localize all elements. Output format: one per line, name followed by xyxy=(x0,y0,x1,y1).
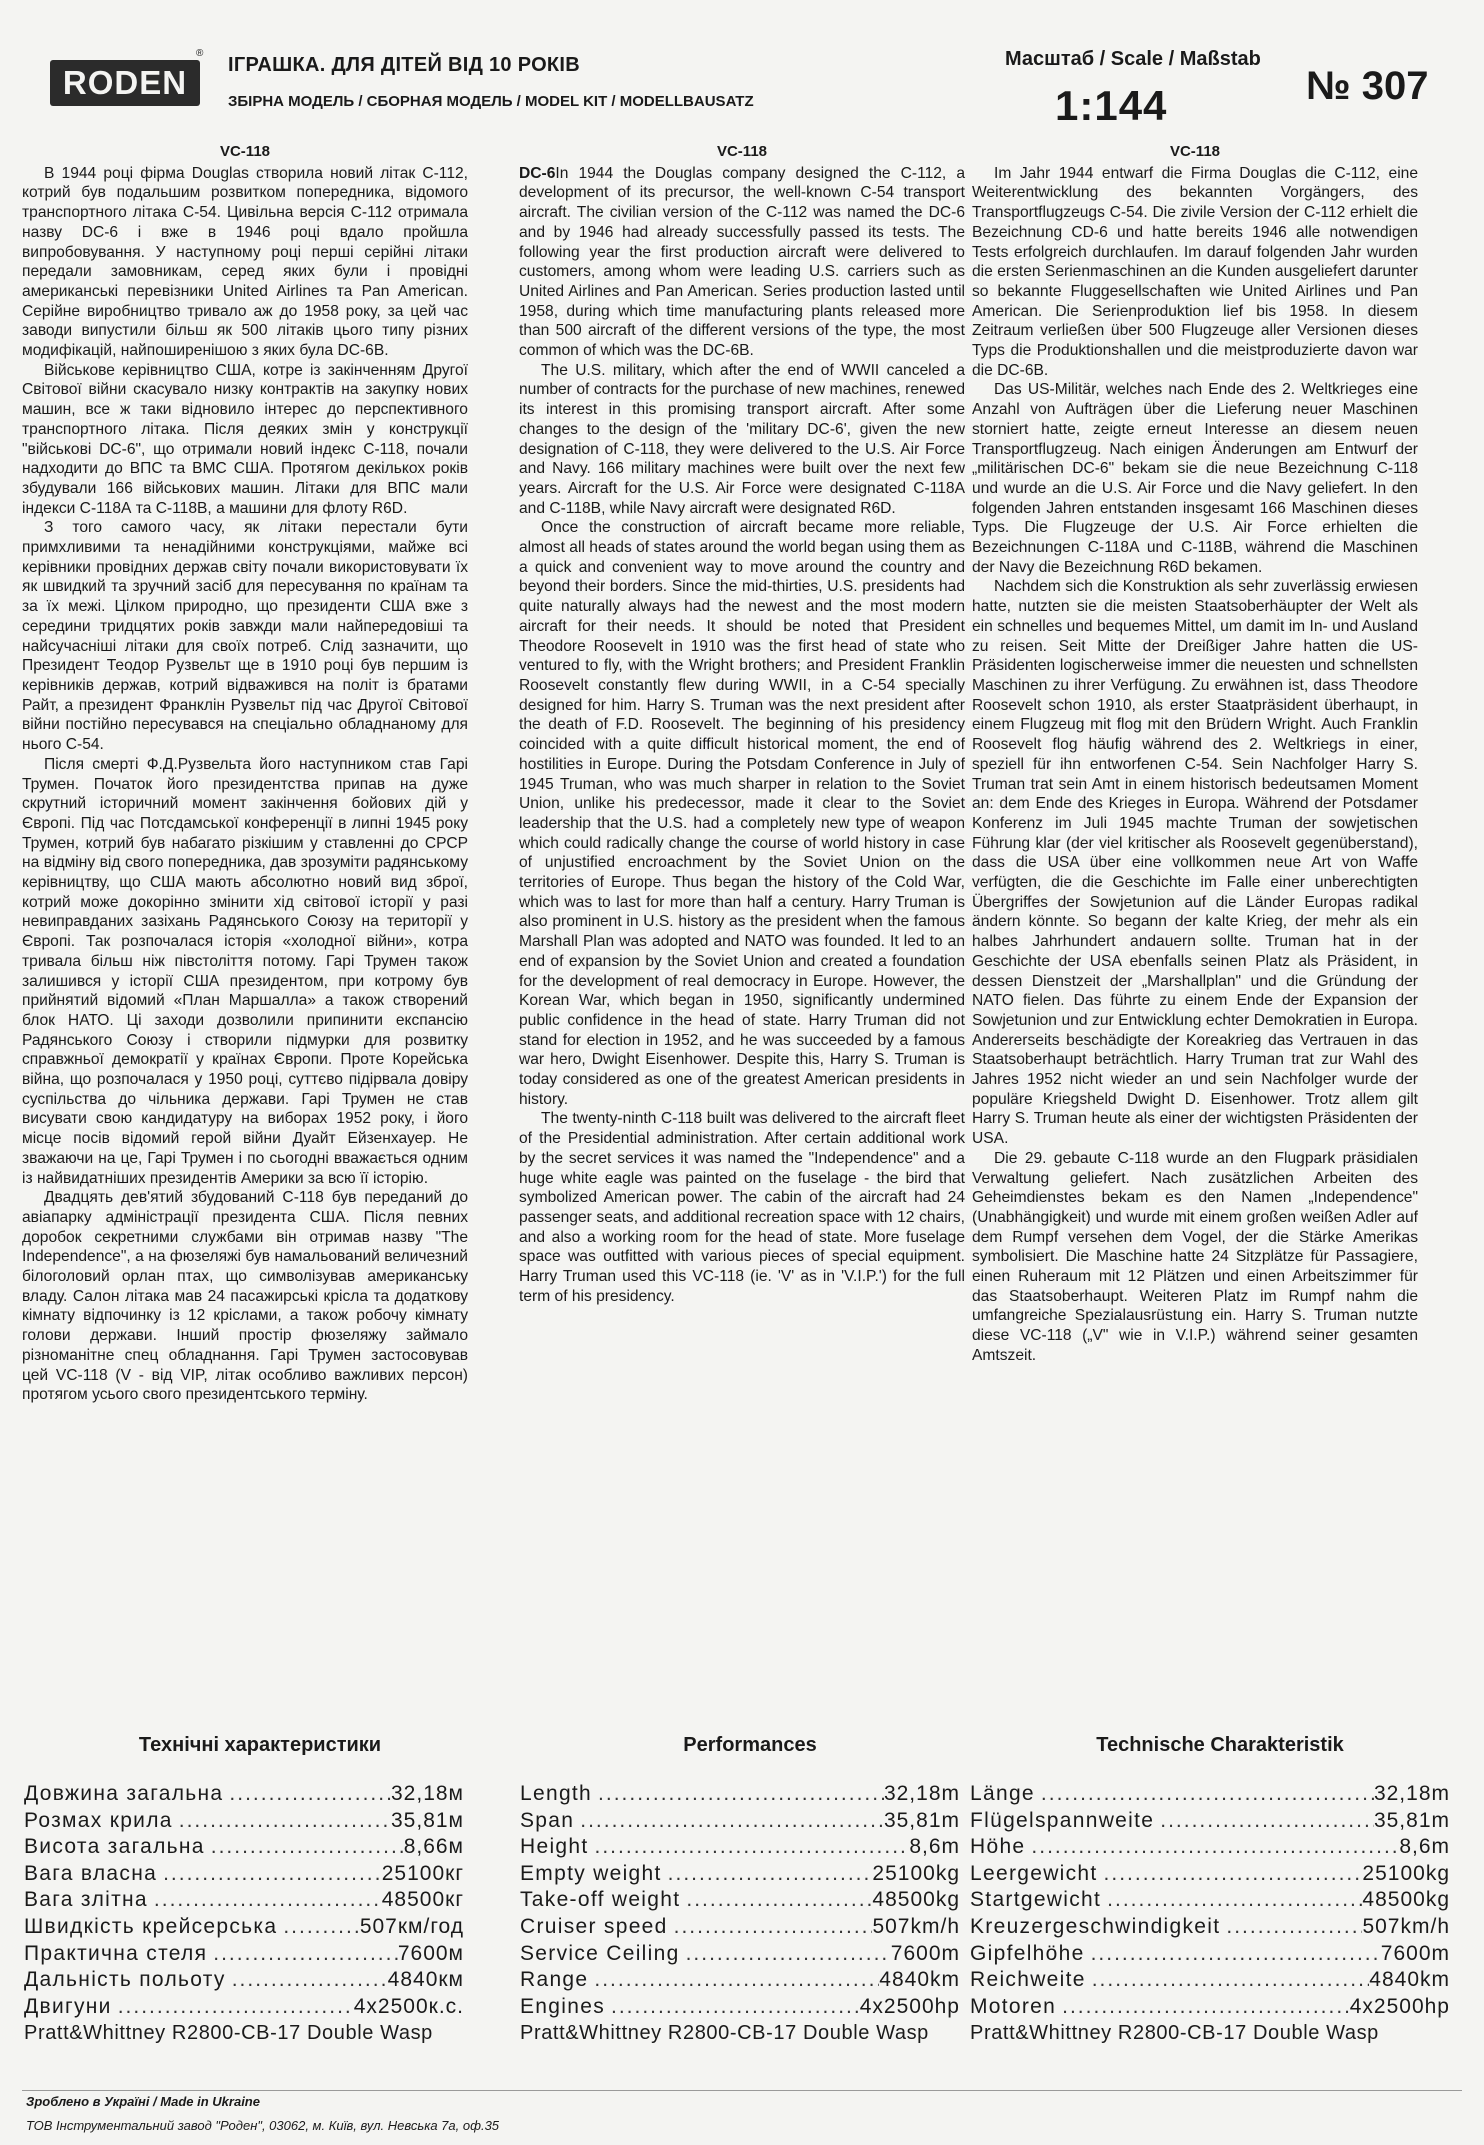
spec-value: 8,66м xyxy=(403,1835,464,1859)
spec-value: 35,81м xyxy=(391,1808,464,1832)
spec-label: Range xyxy=(520,1968,589,1992)
spec-row xyxy=(520,1834,960,1861)
spec-label: Дальність польоту xyxy=(24,1968,226,1992)
spec-row xyxy=(970,1887,1450,1914)
scale-label: Масштаб / Scale / Maßstab xyxy=(1005,48,1261,70)
spec-value: 8,6m xyxy=(909,1835,960,1859)
spec-label: Reichweite xyxy=(970,1968,1086,1992)
spec-label: Висота загальна xyxy=(24,1835,205,1859)
spec-leader xyxy=(1220,1914,1362,1941)
roden-logo: RODEN xyxy=(50,60,200,106)
specs-heading-ukrainian: Технічні характеристики xyxy=(138,1734,382,1756)
spec-leader xyxy=(605,1994,860,2021)
spec-leader xyxy=(157,1861,382,1888)
spec-value: 25100kg xyxy=(872,1861,960,1885)
spec-label: Höhe xyxy=(970,1835,1026,1859)
spec-row xyxy=(970,1808,1450,1835)
spec-label: Height xyxy=(520,1835,589,1859)
spec-leader xyxy=(588,1967,879,1994)
page-header xyxy=(0,0,1484,140)
spec-leader xyxy=(1086,1967,1370,1994)
spec-value: 4x2500hp xyxy=(859,1994,960,2018)
spec-label: Kreuzergeschwindigkeit xyxy=(970,1914,1221,1938)
spec-label: Вага злітна xyxy=(24,1888,148,1912)
spec-row xyxy=(24,1994,464,2021)
spec-label: Довжина загальна xyxy=(24,1782,224,1805)
registered-mark: ® xyxy=(196,48,204,59)
column-title: VC-118 xyxy=(1169,143,1221,160)
spec-leader xyxy=(668,1914,873,1941)
history-paragraph: Die 29. gebaute C-118 wurde an den Flugpark präsidialen Verwaltung geliefert. Nach zusätzlichen Arbeiten des Geheimdienstes bekam es den Namen „Independence" (Unabhängigkeit) und wurde mit einem großen weißen Adler auf dem Rumpf versehen dem Vogel, der die Stärke Amerikas symbolisiert. Die Maschine hatte 24 Sitzplätze für Passagiere, einen Ruheraum mit 12 Plätzen und einen Arbeitszimmer für das Staatsoberhaupt. Weiteren Platz im Rumpf nahm die umfangreiche Spezialausrüstung ein. Harry S. Truman nutzte diese VC-118 („V" wie in V.I.P.) während seiner gesamten Amtszeit. xyxy=(972,1149,1418,1364)
spec-value: 25100кг xyxy=(381,1861,464,1885)
spec-label: Länge xyxy=(970,1782,1035,1805)
history-paragraph: Im Jahr 1944 entwarf die Firma Douglas die C-112, eine Weiterentwicklung des bekannten Vorgängers, des Transportflugzeugs C-54. Die zivile Version der C-112 erhielt die Bezeichnung CD-6 und hatte bereits 1946 alle notwendigen Tests erfolgreich durchlaufen. Im darauf folgenden Jahr wurden die ersten Serienmaschinen an die Kunden ausgeliefert darunter so bekannte Fluggesellschaften wie United Airlines und Pan American. Die Serienproduktion lief bis 1958. In diesem Zeitraum verließen über 500 Flugzeuge aller Versionen dieses Typs die Produktionshallen und die meistproduzierte davon war die DC-6B. xyxy=(972,164,1418,379)
spec-label: Flügelspannweite xyxy=(970,1808,1155,1832)
spec-leader xyxy=(173,1808,391,1835)
company-address: ТОВ Інструментальний завод "Роден", 03062, м. Київ, вул. Невська 7а, оф.35 xyxy=(26,2118,500,2133)
spec-leader xyxy=(1101,1887,1362,1914)
spec-value: 4840km xyxy=(879,1968,960,1992)
scale-value: 1:144 xyxy=(1055,82,1168,129)
spec-row xyxy=(970,1781,1450,1808)
age-tagline: ІГРАШКА. ДЛЯ ДІТЕЙ ВІД 10 РОКІВ xyxy=(228,54,581,76)
spec-label: Take-off weight xyxy=(520,1888,681,1912)
history-paragraph: Двадцять дев'ятий збудований С-118 був переданий до авіапарку адміністрації президента США. Після певних доробок секретними службами він отримав назву "The Independence", а на фюзеляжі був намальований величезний білоголовий орлан птах, що символізував американську владу. Салон літака мав 24 пасажирські крісла та додаткову кімнату відпочинку із 12 кріслами, а також робочу кімнату голови держави. Інший простір фюзеляжу займало різноманітне спец обладнання. Гарі Трумен застосовував цей VC-118 (V - від VIP, літак особливо важливих персон) протягом усього свого президентського терміну. xyxy=(22,1189,468,1404)
spec-leader xyxy=(1035,1781,1374,1808)
spec-leader xyxy=(592,1781,884,1808)
spec-label: Engines xyxy=(520,1994,605,2018)
spec-value: 4840km xyxy=(1369,1968,1450,1992)
history-paragraph: Військове керівництво США, котре із закінченням Другої Світової війни скасувало низку контрактів на закупку нових машин, все ж таки відновило інтерес до перспективного транспортного літака. Після деяких змін у конструкції "військові DC-6", що отримали новий індекс С-118, почали надходити до ВПС та ВМС США. Протягом декількох років збудували 166 військових машин. Літаки для ВПС мали індекси С-118А та С-118В, а машини для флоту R6D. xyxy=(22,361,468,517)
spec-row xyxy=(520,1941,960,1968)
history-paragraph xyxy=(519,164,965,361)
spec-value: 32,18m xyxy=(1373,1782,1450,1805)
spec-row xyxy=(970,1914,1450,1941)
spec-row xyxy=(24,1887,464,1914)
spec-row xyxy=(970,1834,1450,1861)
spec-row xyxy=(520,1914,960,1941)
spec-row xyxy=(24,1941,464,1968)
spec-value: 32,18м xyxy=(391,1782,464,1805)
spec-label: Length xyxy=(520,1782,593,1805)
spec-value: 7600m xyxy=(1380,1941,1450,1965)
spec-leader xyxy=(226,1967,388,1994)
spec-value: 507km/h xyxy=(872,1914,960,1938)
spec-leader xyxy=(112,1994,354,2021)
spec-row xyxy=(520,1861,960,1888)
spec-label: Швидкість крейсерська xyxy=(24,1914,278,1938)
spec-value: 35,81m xyxy=(883,1808,960,1832)
spec-row xyxy=(24,1781,464,1808)
spec-leader xyxy=(1056,1994,1350,2021)
spec-value: 7600m xyxy=(890,1941,960,1965)
spec-value: 25100kg xyxy=(1362,1861,1450,1885)
spec-leader xyxy=(574,1808,884,1835)
history-column-german xyxy=(972,142,1418,1366)
history-column-english xyxy=(519,142,965,1306)
spec-label: Span xyxy=(520,1808,575,1832)
spec-label: Motoren xyxy=(970,1994,1057,2018)
spec-value: 4x2500к.с. xyxy=(353,1994,464,2018)
spec-leader xyxy=(1154,1808,1374,1835)
spec-label: Gipfelhöhe xyxy=(970,1941,1085,1965)
history-column-ukrainian xyxy=(22,142,468,1405)
spec-value: 4840км xyxy=(387,1968,464,1992)
specs-heading-english: Performances xyxy=(683,1734,817,1756)
spec-value: 48500kg xyxy=(1362,1888,1450,1912)
spec-row xyxy=(520,1781,960,1808)
history-paragraph: З того самого часу, як літаки перестали бути примхливими та ненадійними конструкціями, майже всі керівники провідних держав світу почали використовувати їх як швидкий та зручний засіб для пересування по країнам та за їх межі. Цілком природно, що президенти США вже з середини тридцятих років завжди мали найпередовіші та найсучасніші літаки для своїх потреб. Слід зазначити, що Президент Теодор Рузвельт ще в 1910 році був першим із керівників держав, котрий відважився на політ із братами Райт, а президент Франклін Рузвельт під час Другої Світової війни постійно пересувався на спеціально обладнаному для нього С-54. xyxy=(22,519,468,754)
history-paragraph: Once the construction of aircraft became more reliable, almost all heads of states around the world began using them as a quick and convenient way to move around the country and beyond their borders. Since the mid-thirties, U.S. presidents had quite naturally always had the newest and the most modern aircraft for their needs. It should be noted that President Theodore Roosevelt in 1910 was the first head of state who ventured to fly, with the Wright brothers; and President Franklin Roosevelt constantly flew during WWII, in a C-54 specially designed for him. Harry S. Truman was the next president after the death of F.D. Roosevelt. The beginning of his presidency coincided with a quite difficult historical moment, the end of hostilities in Europe. During the Potsdam Conference in July of 1945 Truman, who was much sharper in relation to the Soviet Union, unlike his predecessor, made it clear to the Soviet leadership that the U.S. had a completely new type of weapon which could radically change the course of world history in case of unjustified encroachment by the Soviet Union on the territories of Europe. Thus began the history of the Cold War, which was to last for more than half a century. Harry Truman is also prominent in U.S. history as the president when the famous Marshall Plan was adopted and NATO was founded. It led to an end of expansion by the Soviet Union and created a foundation for the development of real democracy in Europe. However, the Korean War, which began in 1950, significantly undermined public confidence in the head of state. Harry Truman did not stand for election in 1952, and he was succeeded by a famous war hero, Dwight Eisenhower. Despite this, Harry S. Truman is today considered as one of the greatest American presidents in history. xyxy=(519,519,965,1108)
spec-row xyxy=(24,1834,464,1861)
specs-table-ukrainian xyxy=(24,1781,464,2047)
history-paragraph: Nachdem sich die Konstruktion als sehr zuverlässig erwiesen hatte, nutzten sie die meisten Staatsoberhäupter der Welt als ein schnelles und bequemes Mittel, um damit im In- und Ausland zu reisen. Seit Mitte der Dreißiger Jahre hatten die US-Präsidenten logischerweise immer die neuesten und schnellsten Maschinen zu ihrer Verfügung. Zu erwähnen ist, dass Theodore Roosevelt schon 1910, als erster Staatpräsident überhaupt, in einem Flugzeug mit flog mit den Brüdern Wright. Auch Franklin Roosevelt flog häufig während des 2. Weltkriegs in einer, speziell für ihn entworfenen C-54. Sein Nachfolger Harry S. Truman trat sein Amt in einem historisch bedeutsamen Moment an: dem Ende des Krieges in Europa. Während der Potsdamer Konferenz im Juli 1945 machte Truman der sowjetischen Führung klar (der viel kritischer als Roosevelt gegenüberstand), dass die USA über eine vollkommen neue Art von Waffe verfügten, die die Geschichte im Falle einer unberechtigten Übergriffes der Sowjetunion auf die Länder Europas radikal ändern könnte. So begann der kalte Krieg, der mehr als ein halbes Jahrhundert andauern sollte. Truman hat in der Geschichte der USA ebenfalls seinen Platz als Präsident, in dessen Dienstzeit der „Marshallplan" und die Gründung der NATO fielen. Das führte zu einem Ende der Expansion der Sowjetunion und zur Entwicklung echter Demokratien in Europa. Andererseits beschädigte der Koreakrieg das Vertrauen in das Staatsoberhaupt beträchtlich. Harry Truman trat zur Wahl des Jahres 1952 nicht wieder an und sein Nachfolger wurde der populäre Kriegsheld Dwight D. Eisenhower. Trotz allem gilt Harry S. Truman heute als einer der wichtigsten Präsidenten der USA. xyxy=(972,578,1418,1148)
spec-leader xyxy=(148,1887,382,1914)
spec-row xyxy=(970,1861,1450,1888)
history-paragraph: Das US-Militär, welches nach Ende des 2. Weltkrieges eine Anzahl von Aufträgen über die Lieferung neuer Maschinen storniert hatte, zeigte erneut Interesse an diesem neuen Transportflugzeug. Nach einigen Änderungen am Entwurf der „militärischen DC-6" bekam sie die neue Bezeichnung C-118 und wurde an die U.S. Air Force und die Navy geliefert. In den folgenden Jahren entstanden insgesamt 166 Maschinen dieses Typs. Die Flugzeuge der U.S. Air Force erhielten die Bezeichnungen C-118A und C-118B, während die Maschinen der Navy die Bezeichnung R6D bekamen. xyxy=(972,381,1418,576)
spec-row xyxy=(520,1887,960,1914)
spec-row xyxy=(24,1808,464,1835)
lead-word: DC-6 xyxy=(519,164,556,182)
spec-value: 507км/год xyxy=(359,1914,464,1938)
spec-leader xyxy=(1098,1861,1363,1888)
spec-leader xyxy=(680,1941,891,1968)
spec-row xyxy=(24,1861,464,1888)
spec-leader xyxy=(205,1834,404,1861)
spec-label: Двигуни xyxy=(24,1994,112,2018)
spec-value: 48500кг xyxy=(381,1888,464,1912)
spec-row xyxy=(520,1808,960,1835)
spec-row xyxy=(970,1941,1450,1968)
spec-value: 32,18m xyxy=(883,1782,960,1805)
spec-row xyxy=(970,1967,1450,1994)
kit-number: № 307 xyxy=(1306,64,1429,108)
spec-value: 8,6m xyxy=(1399,1835,1450,1859)
kit-type-label: ЗБІРНА МОДЕЛЬ / СБОРНАЯ МОДЕЛЬ / MODEL KIT / MODELLBAUSATZ xyxy=(228,93,754,110)
spec-leader xyxy=(223,1781,391,1808)
spec-label: Service Ceiling xyxy=(520,1941,680,1965)
spec-label: Розмах крила xyxy=(24,1808,173,1832)
column-title: VC-118 xyxy=(716,143,768,160)
spec-label: Практична стеля xyxy=(24,1941,208,1965)
spec-value: 35,81m xyxy=(1373,1808,1450,1832)
spec-value: 48500kg xyxy=(872,1888,960,1912)
spec-value: 4x2500hp xyxy=(1349,1994,1450,2018)
spec-row xyxy=(520,1967,960,1994)
history-paragraph: The U.S. military, which after the end of WWII canceled a number of contracts for the purchase of new machines, renewed its interest in this promising transport aircraft. After some changes to the design of the 'military DC-6', given the new designation of C-118, they were delivered to the U.S. Air Force and Navy. 166 military machines were built over the next few years. Aircraft for the U.S. Air Force were designated C-118A and C-118B, while Navy aircraft were designated R6D. xyxy=(519,361,965,517)
made-in-label: Зроблено в Україні / Made in Ukraine xyxy=(26,2094,260,2109)
spec-leader xyxy=(207,1941,398,1968)
spec-leader xyxy=(277,1914,359,1941)
history-paragraph-text: In 1944 the Douglas company designed the C-112, a development of its precursor, the well-known C-54 transport aircraft. The civilian version of the C-112 was named the DC-6 and by 1946 had already successfully passed its tests. The following year the first production aircraft were delivered to customers, among whom were leading U.S. carriers such as United Airlines and Pan American. Series production lasted until 1958, during which time manufacturing plants released more than 500 aircraft of the different versions of the type, the most common of which was the DC-6B. xyxy=(519,164,965,360)
specs-table-german xyxy=(970,1781,1450,2047)
specs-table-english xyxy=(520,1781,960,2047)
spec-leader xyxy=(662,1861,873,1888)
history-paragraph: The twenty-ninth C-118 built was delivered to the aircraft fleet of the Presidential administration. After certain additional work by the secret services it was named the "Independence" and a huge white eagle was painted on the fuselage - the bird that symbolized American power. The cabin of the aircraft had 24 passenger seats, and additional recreation space with 12 chairs, and also a working room for the head of state. More fuselage space was outfitted with various pieces of special equipment. Harry Truman used this VC-118 (ie. 'V' as in 'V.I.P.') for the full term of his presidency. xyxy=(519,1110,965,1305)
spec-label: Cruiser speed xyxy=(520,1914,668,1938)
engine-model: Pratt&Whittney R2800-CB-17 Double Wasp xyxy=(970,2022,1379,2045)
spec-label: Startgewicht xyxy=(970,1888,1102,1912)
spec-leader xyxy=(1025,1834,1399,1861)
history-paragraph: В 1944 році фірма Douglas створила новий літак С-112, котрий був подальшим розвитком попередника, відомого транспортного літака С-54. Цивільна версія С-112 отримала назву DC-6 і вже в 1946 році вдало пройшла випробовування. У наступному році перші серійні літаки передали замовникам, серед яких були і провідні американські перевізники United Airlines та Pan American. Серійне виробництво тривало аж до 1958 року, за цей час заводи випустили більш як 500 літаків цього типу різних модифікацій, найпоширенішою з яких була DC-6B. xyxy=(22,164,468,360)
spec-row xyxy=(520,1994,960,2021)
history-paragraph: Після смерті Ф.Д.Рузвельта його наступником став Гарі Трумен. Початок його президентства припав на дуже скрутний історичний момент закінчення бойових дій у Європі. Під час Потсдамської конференції в липні 1945 року Трумен, котрий був набагато різкішим у ставленні до СРСР на відміну від свого попередника, дав зрозуміти радянському керівництву, що США мають абсолютно новий вид зброї, котрий може докорінно змінити хід світової історії у разі невиправданих зазіхань Радянського Союзу на території у Європі. Так розпочалася історія «холодної війни», котра тривала більш ніж півстоліття потому. Гарі Трумен також залишився у історії США президентом, при котрому був прийнятий відомий «План Маршалла» а також створений блок НАТО. Ці заходи дозволили припинити експансію Радянського Союзу і створили підмурки для розвитку справжньої демократії у країнах Європи. Проте Корейська війна, що розпочалася у 1950 році, суттєво підірвала довіру суспільства до чільника держави. Гарі Трумен не став висувати свою кандидатуру на виборах 1952 року, і його місце посів відомий герой війни Дуайт Ейзенхауер. Не зважаючи на це, Гарі Трумен і по сьогодні вважається одним із найвидатніших президентів Америки за всю її історію. xyxy=(22,755,468,1187)
column-title: VC-118 xyxy=(219,143,271,160)
spec-label: Empty weight xyxy=(520,1861,662,1885)
spec-row xyxy=(24,1914,464,1941)
spec-label: Leergewicht xyxy=(970,1861,1098,1885)
engine-model: Pratt&Whittney R2800-CB-17 Double Wasp xyxy=(520,2022,929,2045)
spec-row xyxy=(24,1967,464,1994)
spec-leader xyxy=(589,1834,910,1861)
engine-model: Pratt&Whittney R2800-CB-17 Double Wasp xyxy=(24,2022,433,2045)
specs-heading-german: Technische Charakteristik xyxy=(1096,1734,1344,1756)
spec-row xyxy=(970,1994,1450,2021)
spec-value: 7600м xyxy=(397,1941,464,1965)
footer-divider xyxy=(22,2090,1462,2091)
spec-value: 507km/h xyxy=(1362,1914,1450,1938)
spec-leader xyxy=(680,1887,872,1914)
spec-leader xyxy=(1085,1941,1381,1968)
spec-label: Вага власна xyxy=(24,1861,158,1885)
